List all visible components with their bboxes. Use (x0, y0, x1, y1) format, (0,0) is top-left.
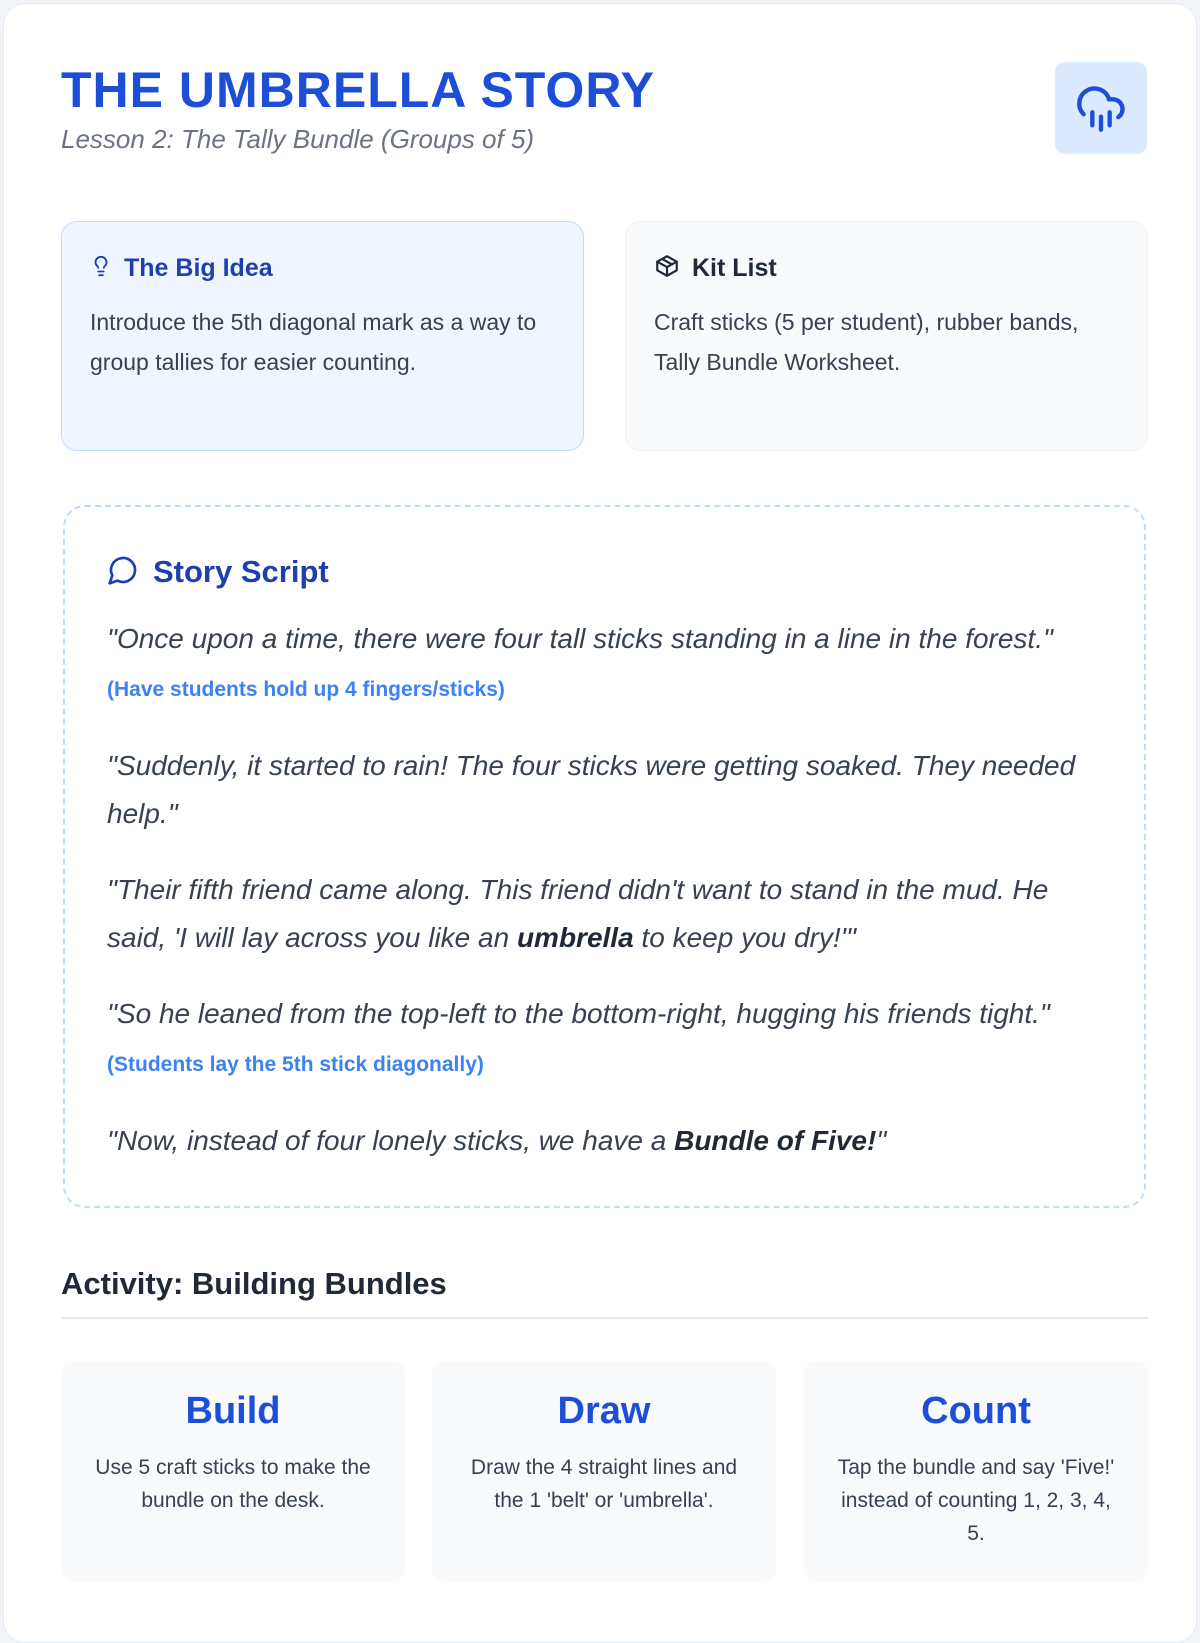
step-heading: Count (921, 1390, 1031, 1432)
speech-bubble-icon (107, 554, 139, 591)
story-script-label: Story Script (153, 554, 329, 589)
teacher-note: (Students lay the 5th stick diagonally) (107, 1053, 484, 1076)
story-line: "Their fifth friend came along. This friend didn't want to stand in the mud. He said, 'I will lay across you like an umbrella to keep you dry!'" (107, 874, 1049, 953)
teacher-note: (Have students hold up 4 fingers/sticks) (107, 678, 505, 701)
story-line: "Suddenly, it started to rain! The four sticks were getting soaked. They needed help." (107, 750, 1076, 829)
step-heading: Draw (557, 1390, 651, 1432)
page-subtitle: Lesson 2: The Tally Bundle (Groups of 5) (61, 124, 535, 154)
page-title: THE UMBRELLA STORY (61, 62, 655, 118)
step-text: Tap the bundle and say 'Five!' instead of counting 1, 2, 3, 4, 5. (837, 1456, 1115, 1545)
lightbulb-icon (90, 253, 112, 284)
activity-heading: Activity: Building Bundles (61, 1266, 447, 1301)
big-idea-card (61, 221, 584, 451)
kit-list-label: Kit List (692, 253, 777, 282)
step-text: Draw the 4 straight lines and the 1 'belt' or 'umbrella'. (470, 1456, 738, 1512)
story-line: "So he leaned from the top-left to the bottom-right, hugging his friends tight." (Students lay the 5th stick diagonally) (107, 998, 1050, 1076)
big-idea-text: Introduce the 5th diagonal mark as a way to group tallies for easier counting. (90, 309, 537, 375)
story-script-box (63, 505, 1146, 1208)
step-card-count (804, 1361, 1148, 1581)
big-idea-label: The Big Idea (124, 253, 273, 282)
story-line: "Now, instead of four lonely sticks, we have a Bundle of Five!" (107, 1125, 887, 1156)
story-line: "Once upon a time, there were four tall sticks standing in a line in the forest." (Have students hold up 4 fingers/sticks) (107, 623, 1053, 701)
package-icon (654, 253, 680, 284)
step-card-build (61, 1361, 405, 1581)
lesson-page (3, 3, 1197, 1643)
step-card-draw (432, 1361, 776, 1581)
lesson-header (61, 62, 1147, 162)
step-heading: Build (185, 1390, 281, 1432)
cloud-rain-icon (1055, 62, 1147, 154)
kit-list-text: Craft sticks (5 per student), rubber bands, Tally Bundle Worksheet. (654, 309, 1079, 375)
step-text: Use 5 craft sticks to make the bundle on the desk. (95, 1456, 371, 1512)
activity-steps (61, 1361, 1148, 1581)
divider (61, 1317, 1148, 1319)
kit-list-card (625, 221, 1148, 451)
